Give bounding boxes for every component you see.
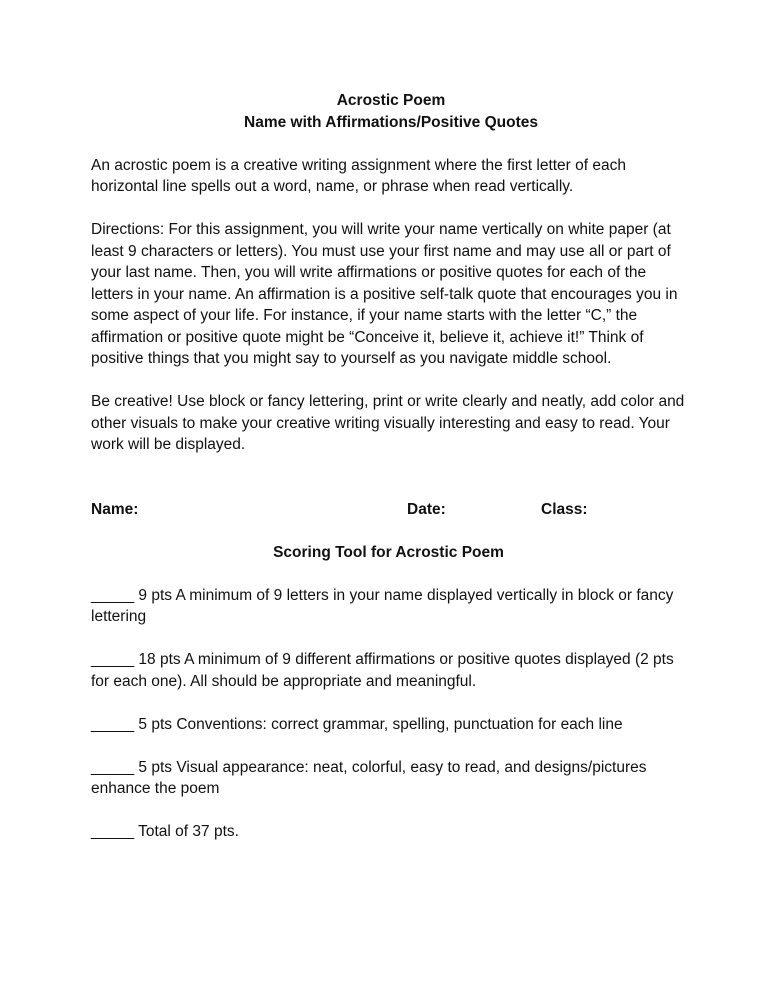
student-info-row	[91, 499, 691, 521]
scoring-item: _____ 18 pts A minimum of 9 different affirmations or positive quotes displayed (2 pts for each one). All should be appropriate and meaningful.	[91, 651, 674, 690]
class-label: Class:	[541, 500, 588, 518]
scoring-title: Scoring Tool for Acrostic Poem	[273, 543, 504, 561]
intro-paragraph: An acrostic poem is a creative writing assignment where the first letter of each horizontal line spells out a word, name, or phrase when read vertically.	[91, 156, 626, 195]
date-label: Date:	[407, 500, 446, 518]
creative-paragraph: Be creative! Use block or fancy lettering, print or write clearly and neatly, add color and other visuals to make your creative writing visually interesting and easy to read. Your work will be displayed.	[91, 393, 685, 453]
name-label: Name:	[91, 500, 139, 518]
document-page	[91, 90, 691, 843]
page-subtitle: Name with Affirmations/Positive Quotes	[244, 113, 538, 131]
scoring-item: _____ 9 pts A minimum of 9 letters in your name displayed vertically in block or fancy lettering	[91, 586, 674, 625]
page-title: Acrostic Poem	[336, 92, 446, 109]
scoring-total: _____ Total of 37 pts.	[91, 823, 239, 840]
directions-paragraph: Directions: For this assignment, you will write your name vertically on white paper (at least 9 characters or letters). You must use your first name and may use all or part of your last name. Then, you will write affirmations or positive quotes for each of the letters in your name. An affirmation is a positive self-talk quote that encourages you in some aspect of your life. For instance, if your name starts with the letter “C,” the affirmation or positive quote might be “Conceive it, believe it, achieve it!” Think of positive things that you might say to yourself as you navigate middle school.	[91, 221, 678, 367]
scoring-item: _____ 5 pts Conventions: correct grammar, spelling, punctuation for each line	[91, 715, 623, 733]
scoring-item: _____ 5 pts Visual appearance: neat, colorful, easy to read, and designs/pictures enhance the poem	[91, 758, 647, 797]
